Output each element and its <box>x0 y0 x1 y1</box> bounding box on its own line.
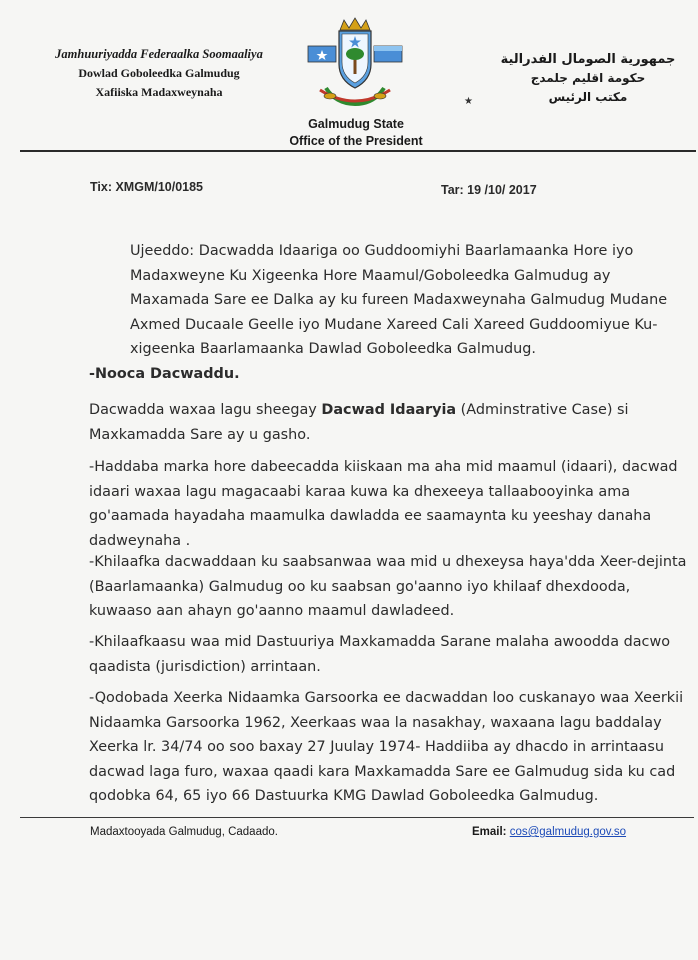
state-name: Galmudug State <box>308 117 404 131</box>
galmudug-coat-of-arms-icon <box>306 16 404 110</box>
speck-mark: ★ <box>464 96 473 107</box>
header-arabic <box>488 50 688 107</box>
paragraph-line: dacwad laga furo, waxaa qaadi kara Maxkamadda Sare ee Galmudug sida ku cad <box>89 763 676 780</box>
header-arabic-republic: جمهورية الصومال الفدرالية <box>500 52 676 67</box>
p1-bold: Dacwad Idaaryia <box>321 402 457 418</box>
paragraph-nature <box>89 455 678 553</box>
paragraph-line: go'aamada hayadaha maamulka dawladda ee saamaynta ku yeeshay danaha <box>89 508 652 524</box>
paragraph-line: -Qodobada Xeerka Nidaamka Garsoorka ee dacwaddan loo cuskanayo waa Xeerkii <box>89 690 684 706</box>
header-state-gov: Dowlad Goboleedka Galmudug <box>78 66 240 80</box>
header-office: Xafiiska Madaxweynaha <box>95 85 223 99</box>
letter-date: Tar: 19 /10/ 2017 <box>441 183 537 197</box>
paragraph-line: Nidaamka Garsoorka 1962, Xeerkaas waa la nasakhay, waxaana lagu baddalay <box>89 714 662 731</box>
section-heading: -Nooca Dacwaddu. <box>89 366 240 382</box>
subject-line: Ujeeddo: Dacwadda Idaariga oo Guddoomiyhi Baarlamaanka Hore iyo <box>130 243 634 259</box>
header-arabic-gov: حكومة اقليم جلمدج <box>530 71 646 85</box>
header-divider <box>20 150 696 152</box>
paragraph-line <box>89 398 629 423</box>
subject-paragraph <box>130 239 668 362</box>
header-somali <box>44 45 274 102</box>
email-label: Email: <box>472 826 510 838</box>
subject-line: Madaxweyne Ku Xigeenka Hore Maamul/Goboleedka Galmudug ay <box>130 267 611 284</box>
paragraph-line: (Baarlamaanka) Galmudug oo ku saabsan go'aanno iyo khilaaf dhexdooda, <box>89 578 631 595</box>
subject-line: Maxamada Sare ee Dalka ay ku fureen Madaxweynaha Galmudug Mudane <box>130 292 668 308</box>
subject-line: Axmed Ducaale Geelle iyo Mudane Xareed Cali Xareed Guddoomiyue Ku- <box>130 316 658 333</box>
paragraph-jurisdiction <box>89 630 671 679</box>
paragraph-case-type <box>89 398 629 447</box>
paragraph-line: qodobka 64, 65 iyo 66 Dastuurka KMG Dawlad Goboleedka Galmudug. <box>89 788 599 804</box>
footer-email <box>472 826 626 838</box>
paragraph-line: Maxkamadda Sare ay u gasho. <box>89 426 311 443</box>
reference-number: Tix: XMGM/10/0185 <box>90 180 204 194</box>
footer-divider <box>20 817 694 818</box>
email-link[interactable]: cos@galmudug.gov.so <box>509 826 627 838</box>
paragraph-dispute <box>89 550 687 624</box>
office-name: Office of the President <box>289 134 423 148</box>
paragraph-line: -Haddaba marka hore dabeecadda kiiskaan ma aha mid maamul (idaari), dacwad <box>89 459 678 475</box>
paragraph-line: -Khilaafka dacwaddaan ku saabsanwaa waa mid u dhexeysa haya'dda Xeer-dejinta <box>89 554 687 570</box>
header-arabic-office: مكتب الرئيس <box>548 90 628 104</box>
p1-pre: Dacwadda waxaa lagu sheegay <box>89 402 322 418</box>
paragraph-line: qaadista (jurisdiction) arrintaan. <box>89 658 321 675</box>
subject-line: xigeenka Baarlamaanka Dawlad Goboleedka Galmudug. <box>130 341 536 357</box>
paragraph-line: -Khilaafkaasu waa mid Dastuuriya Maxkamadda Sarane malaha awoodda dacwo <box>89 634 671 650</box>
paragraph-line: idaari waxaa lagu magacaabi karaa kuwa ka dhexeeya tallaabooyinka ama <box>89 483 631 500</box>
footer-address: Madaxtooyada Galmudug, Cadaado. <box>90 826 278 838</box>
p1-post: (Adminstrative Case) si <box>456 402 629 418</box>
paragraph-line: dadweynaha . <box>89 532 191 549</box>
paragraph-line: kuwaaso aan ahayn go'aanno maamul dawladeed. <box>89 603 455 619</box>
paragraph-law <box>89 686 684 809</box>
paragraph-line: Xeerka lr. 34/74 oo soo baxay 27 Juulay 1974- Haddiiba ay dhacdo in arrintaasu <box>89 739 664 755</box>
header-republic: Jamhuuriyadda Federaalka Soomaaliya <box>55 47 263 61</box>
state-title-block <box>270 116 442 150</box>
